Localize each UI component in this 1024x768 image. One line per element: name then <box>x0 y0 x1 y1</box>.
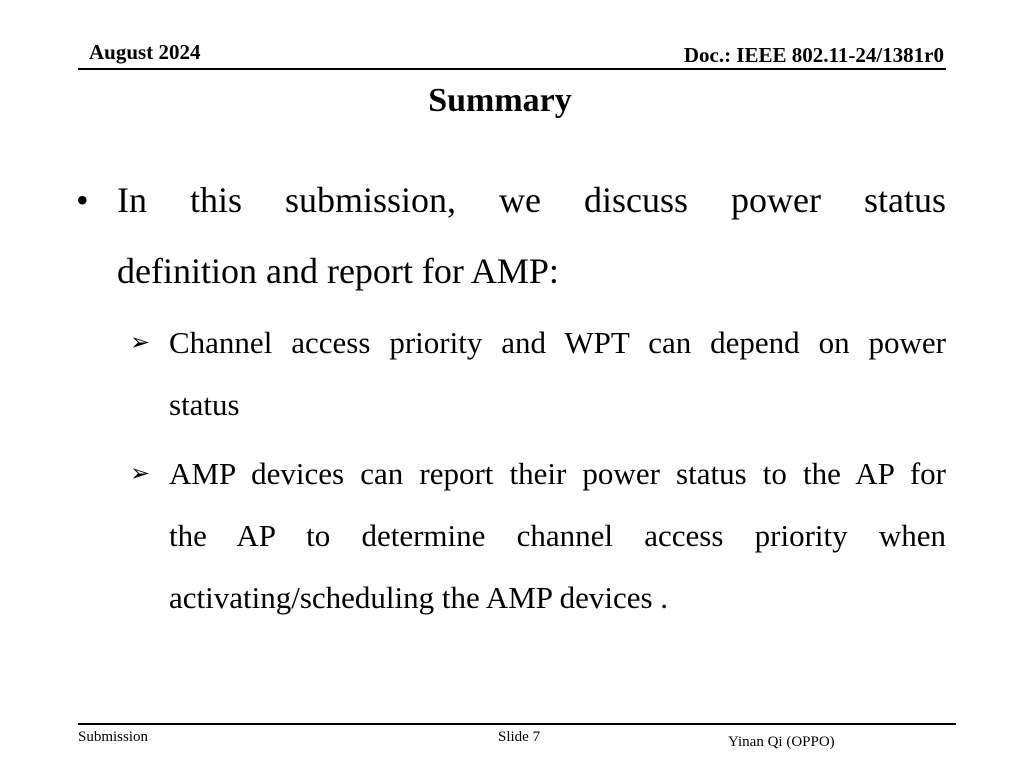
bullet-icon: • <box>76 180 89 220</box>
bullet-text <box>117 165 946 307</box>
header-date: August 2024 <box>89 40 201 64</box>
footer-author: Yinan Qi (OPPO) <box>728 734 835 750</box>
sub-bullet-item <box>130 312 946 436</box>
sub-bullet-text <box>169 312 946 436</box>
arrow-bullet-icon: ➢ <box>130 330 151 356</box>
footer-submission: Submission <box>78 729 149 745</box>
sub-bullet-item <box>130 443 946 629</box>
sub-bullet-line: status <box>169 387 240 422</box>
arrow-bullet-icon: ➢ <box>130 461 151 487</box>
footer-divider <box>78 723 956 725</box>
sub-bullet-line: the AP to determine channel access priority when <box>169 518 946 553</box>
bullet-item <box>76 165 946 307</box>
slide-title: Summary <box>428 82 572 119</box>
sub-bullet-line: AMP devices can report their power status to the AP for <box>169 456 946 491</box>
sub-bullet-line: Channel access priority and WPT can depend on power <box>169 325 946 360</box>
bullet-line: definition and report for AMP: <box>117 251 559 291</box>
header-divider <box>78 68 946 70</box>
sub-bullet-text <box>169 443 946 629</box>
bullet-line: In this submission, we discuss power status <box>117 180 946 220</box>
sub-bullet-line: activating/scheduling the AMP devices . <box>169 580 669 615</box>
header-doc-id: Doc.: IEEE 802.11-24/1381r0 <box>683 43 944 67</box>
footer-slide-number: Slide 7 <box>498 729 541 745</box>
